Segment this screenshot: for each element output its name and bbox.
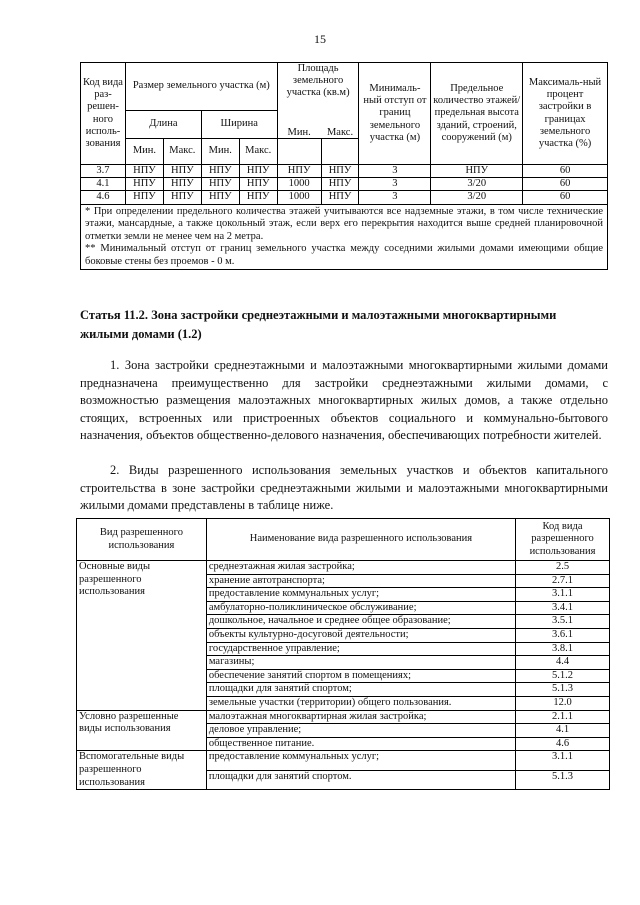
cell-offset: 3	[359, 165, 431, 178]
use-code: 4.1	[516, 724, 610, 738]
group-label: Вспомогательные виды разрешенного использования	[77, 751, 207, 790]
cell-len-min: НПУ	[125, 178, 163, 191]
cell-w-min: НПУ	[201, 178, 239, 191]
cell-area-max: НПУ	[321, 178, 359, 191]
use-name: земельные участки (территории) общего пользования.	[206, 696, 515, 710]
use-code: 12.0	[516, 696, 610, 710]
use-name: деловое управление;	[206, 724, 515, 738]
col-type-header: Вид разрешенного использования	[77, 519, 207, 561]
cell-area-max: НПУ	[321, 191, 359, 204]
use-code: 3.6.1	[516, 628, 610, 642]
cell-w-min: НПУ	[201, 191, 239, 204]
use-name: площадки для занятий спортом.	[206, 770, 515, 789]
area-max-header: Макс.	[321, 121, 359, 147]
page-number: 15	[314, 32, 326, 46]
use-code: 5.1.2	[516, 669, 610, 683]
cell-area-min: 1000	[277, 178, 321, 191]
footnote-floors: * При определении предельного количества этажей учитываются все надземные этажи, в том числе технические этажи, мансардные, а также цокольный этаж, если верх его перекрытия находится выше средней планировочной отметки земли не менее чем на 2 метра.	[85, 205, 603, 242]
use-name: объекты культурно-досуговой деятельности;	[206, 628, 515, 642]
col-length-header: Длина	[125, 111, 201, 139]
group-label: Основные виды разрешенного использования	[77, 561, 207, 711]
use-name: предоставление коммунальных услуг;	[206, 751, 515, 770]
use-code: 2.1.1	[516, 710, 610, 724]
parameters-table	[80, 62, 608, 270]
group-label: Условно разрешенные виды использования	[77, 710, 207, 751]
use-code: 4.4	[516, 656, 610, 670]
use-name: государственное управление;	[206, 642, 515, 656]
col-code-header: Код вида раз-решен-ного исполь-зования	[81, 63, 126, 165]
area-min-header: Мин.	[277, 121, 321, 147]
cell-len-max: НПУ	[163, 191, 201, 204]
cell-area-max: НПУ	[321, 165, 359, 178]
table-row	[81, 165, 608, 178]
permitted-use-body	[77, 561, 610, 790]
use-code: 2.5	[516, 561, 610, 575]
use-code: 2.7.1	[516, 574, 610, 588]
use-name: общественное питание.	[206, 737, 515, 751]
cell-percent: 60	[523, 165, 608, 178]
cell-w-max: НПУ	[239, 165, 277, 178]
table-row	[77, 751, 610, 770]
use-name: обеспечение занятий спортом в помещениях;	[206, 669, 515, 683]
cell-floors: 3/20	[431, 191, 523, 204]
col-width-header: Ширина	[201, 111, 277, 139]
article-heading: Статья 11.2. Зона застройки среднеэтажными и малоэтажными многоквартирными жилыми домами (1.2)	[80, 308, 557, 341]
cell-w-min: НПУ	[201, 165, 239, 178]
use-code: 3.1.1	[516, 588, 610, 602]
col-code-header: Код вида разрешенного использования	[516, 519, 610, 561]
col-offset-header: Минималь-ный отступ от границ земельного участка (м)	[359, 63, 431, 165]
paragraph-1: 1. Зона застройки среднеэтажными и малоэтажными многоквартирными жилыми домами предназначена преимущественно для застройки среднеэтажными жилыми домами, с возможностью размещения малоэтажных многоквартирных жилых домов, а также отдельно стоящих, встроенных или пристроенных объектов социального и коммунально-бытового назначения, объектов общественно-делового назначения, обеспечивающих потребности жителей.	[80, 358, 608, 442]
col-area-header: Площадь земельного участка (кв.м)	[277, 63, 359, 139]
col-floors-header: Предельное количество этажей/ предельная высота зданий, строений, сооружений (м)	[431, 63, 523, 165]
cell-code: 4.6	[81, 191, 126, 204]
cell-len-max: НПУ	[163, 178, 201, 191]
cell-floors: НПУ	[431, 165, 523, 178]
use-code: 4.6	[516, 737, 610, 751]
cell-offset: 3	[359, 191, 431, 204]
len-min-header: Мин.	[125, 139, 163, 165]
use-name: дошкольное, начальное и среднее общее образование;	[206, 615, 515, 629]
use-name: среднеэтажная жилая застройка;	[206, 561, 515, 575]
permitted-use-table	[76, 518, 610, 790]
use-code: 3.4.1	[516, 601, 610, 615]
use-name: магазины;	[206, 656, 515, 670]
cell-w-max: НПУ	[239, 191, 277, 204]
use-name: предоставление коммунальных услуг;	[206, 588, 515, 602]
cell-offset: 3	[359, 178, 431, 191]
use-code: 5.1.3	[516, 683, 610, 697]
use-code: 3.5.1	[516, 615, 610, 629]
use-code: 5.1.3	[516, 770, 610, 789]
use-name: амбулаторно-поликлиническое обслуживание;	[206, 601, 515, 615]
col-size-header: Размер земельного участка (м)	[125, 63, 277, 111]
table-footnotes	[81, 204, 608, 270]
use-code: 3.8.1	[516, 642, 610, 656]
cell-len-min: НПУ	[125, 165, 163, 178]
footnote-offset: ** Минимальный отступ от границ земельного участка между соседними жилыми домами имеющими общие боковые стены без проемов - 0 м.	[85, 243, 603, 267]
cell-percent: 60	[523, 178, 608, 191]
cell-percent: 60	[523, 191, 608, 204]
table-row	[77, 710, 610, 724]
len-max-header: Макс.	[163, 139, 201, 165]
cell-code: 3.7	[81, 165, 126, 178]
use-name: площадки для занятий спортом;	[206, 683, 515, 697]
use-name: хранение автотранспорта;	[206, 574, 515, 588]
cell-area-min: НПУ	[277, 165, 321, 178]
cell-code: 4.1	[81, 178, 126, 191]
cell-floors: 3/20	[431, 178, 523, 191]
col-name-header: Наименование вида разрешенного использования	[206, 519, 515, 561]
width-min-header: Мин.	[201, 139, 239, 165]
width-max-header: Макс.	[239, 139, 277, 165]
table-row	[77, 561, 610, 575]
cell-w-max: НПУ	[239, 178, 277, 191]
use-name: малоэтажная многоквартирная жилая застройка;	[206, 710, 515, 724]
table-row	[81, 178, 608, 191]
col-percent-header: Максималь-ный процент застройки в границах земельного участка (%)	[523, 63, 608, 165]
cell-len-min: НПУ	[125, 191, 163, 204]
cell-area-min: 1000	[277, 191, 321, 204]
table-row	[81, 191, 608, 204]
paragraph-2: 2. Виды разрешенного использования земельных участков и объектов капитального строительства в зоне застройки среднеэтажными жилыми и малоэтажными многоквартирными жилыми домами представлены в таблице ниже.	[80, 463, 608, 512]
use-code: 3.1.1	[516, 751, 610, 770]
cell-len-max: НПУ	[163, 165, 201, 178]
